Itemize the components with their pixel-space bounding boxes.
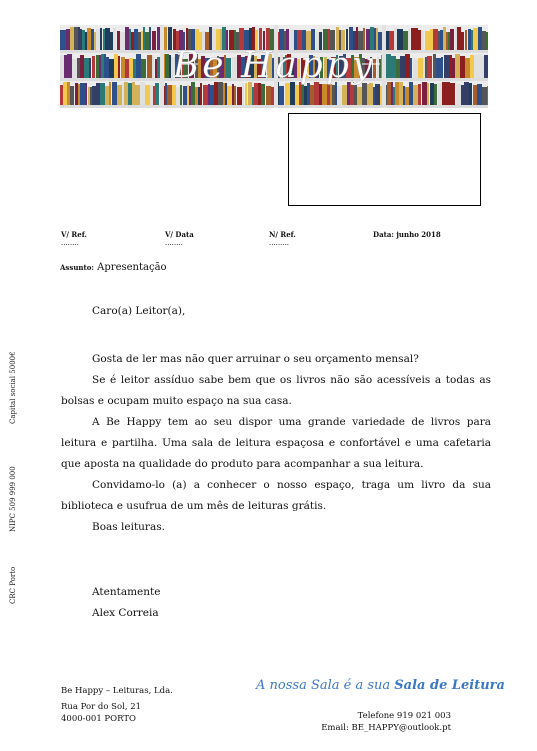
ref-value: ......... bbox=[269, 239, 290, 247]
logo-text: Be Happy bbox=[172, 45, 376, 86]
ref-label: V/ Ref. bbox=[61, 230, 87, 239]
paragraph: Se é leitor assíduo sabe bem que os livros não são acessíveis a todas as bolsas e ocupam muito espaço na sua casa. bbox=[61, 374, 491, 407]
ref-label: V/ Data bbox=[165, 230, 194, 239]
side-nipc: NIPC 509 999 000 bbox=[9, 466, 17, 532]
signature: Alex Correia bbox=[92, 607, 159, 619]
letter-closing-block bbox=[61, 582, 491, 624]
slogan-emphasis: Sala de Leitura bbox=[394, 678, 505, 693]
letter-body bbox=[61, 349, 491, 538]
phone: Telefone 919 021 003 bbox=[357, 711, 451, 721]
ref-label: Data: junho 2018 bbox=[373, 230, 441, 239]
footer-address bbox=[61, 685, 173, 725]
letter-salutation bbox=[61, 301, 491, 322]
paragraph: Boas leituras. bbox=[92, 521, 165, 533]
subject-text: Apresentação bbox=[97, 262, 167, 273]
closing: Atentamente bbox=[92, 586, 161, 598]
salutation: Caro(a) Leitor(a), bbox=[92, 305, 186, 317]
footer-contacts bbox=[321, 710, 451, 734]
side-crc: CRC Porto bbox=[9, 566, 17, 604]
side-capital-social: Capital social 5000€ bbox=[9, 351, 17, 424]
company-name: Be Happy – Leituras, Lda. bbox=[61, 686, 173, 696]
paragraph: Convidamo-lo (a) a conhecer o nosso espaço, traga um livro da sua biblioteca e usufrua de um mês de leituras grátis. bbox=[61, 479, 491, 512]
bookshelf-image bbox=[60, 25, 488, 108]
city: 4000-001 PORTO bbox=[61, 714, 137, 724]
subject-line bbox=[60, 262, 167, 273]
subject-label: Assunto: bbox=[60, 263, 94, 272]
header-banner bbox=[60, 25, 488, 108]
ref-value: ........ bbox=[165, 239, 183, 247]
ref-your-reference bbox=[61, 230, 87, 248]
ref-date bbox=[373, 230, 441, 239]
ref-label: N/ Ref. bbox=[269, 230, 296, 239]
paragraph: A Be Happy tem ao seu dispor uma grande variedade de livros para leitura e partilha. Uma sala de leitura espaçosa e confortável e uma cafetaria que aposta na qualidade do produto para acompanhar a sua leitura. bbox=[61, 416, 491, 470]
slogan bbox=[256, 678, 505, 693]
ref-our-reference bbox=[269, 230, 296, 248]
paragraph: Gosta de ler mas não quer arruinar o seu orçamento mensal? bbox=[92, 353, 419, 365]
ref-your-date bbox=[165, 230, 194, 248]
slogan-start: A nossa Sala é a sua bbox=[256, 678, 395, 693]
street: Rua Por do Sol, 21 bbox=[61, 702, 142, 712]
ref-value: ........ bbox=[61, 239, 79, 247]
email: Email: BE_HAPPY@outlook.pt bbox=[321, 723, 451, 733]
address-box bbox=[288, 113, 481, 206]
